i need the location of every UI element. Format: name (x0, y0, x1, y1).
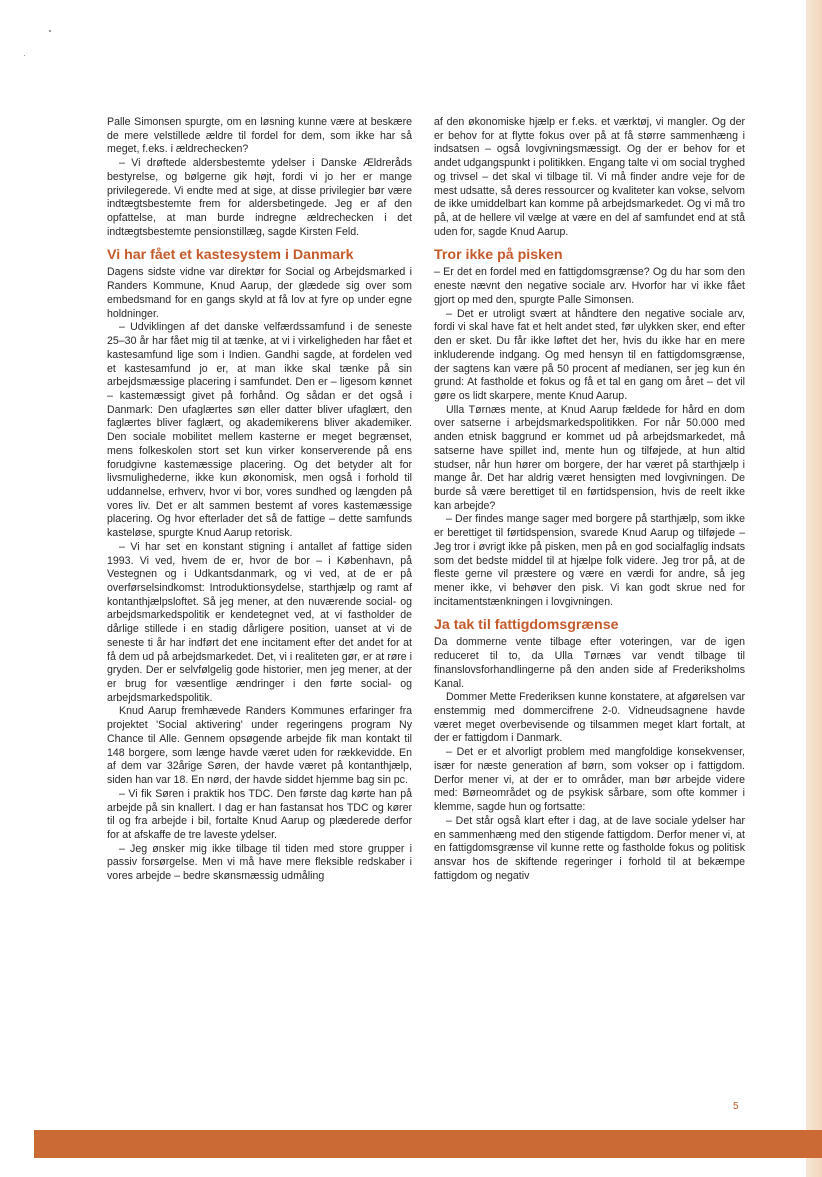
paragraph: Dommer Mette Frederiksen kunne konstatere, at afgørelsen var enstemmig med dommercifrene 2-0. Vidneudsagnene havde været meget overbevisende og tilsammen meget klart fortalt, at der er fattigdom i Danmark. (434, 691, 745, 745)
paragraph: Knud Aarup fremhævede Randers Kommunes erfaringer fra projektet 'Social aktivering' under regeringens program Ny Chance til Alle. Gennem opsøgende arbejde fik man kontakt til 148 borgere, som længe havde været uden for rækkevidde. En af dem var 32årige Søren, der havde været på kontanthjælp, siden han var 18. En nørd, der havde siddet hjemme bag sin pc. (107, 705, 412, 787)
paragraph: – Det står også klart efter i dag, at de lave sociale ydelser har en sammenhæng med den stigende fattigdom. Derfor mener vi, at en fattigdomsgrænse vil kunne rette og fastholde fokus og politisk ansvar hos de skiftende regeringer i forhold til at bekæmpe fattigdom og negativ (434, 814, 745, 882)
section-heading: Vi har fået et kastesystem i Danmark (107, 247, 354, 264)
paragraph: – Det er et alvorligt problem med mangfoldige konsekvenser, især for næste generation af børn, som vokser op i fattigdom. Derfor mener vi, at der er to områder, man bør arbejde videre med: Børneområdet og de psykisk sårbare, som ofte kommer i klemme, sagde hun og fortsatte: (434, 746, 745, 814)
paragraph: – Vi fik Søren i praktik hos TDC. Den første dag kørte han på arbejde på sin knallert. I dag er han fastansat hos TDC og kører til og fra arbejde i bil, fortalte Knud Aarup og plæderede derfor for at afskaffe de tre laveste ydelser. (107, 787, 412, 841)
page-edge-bleed (806, 0, 822, 1177)
section-heading: Ja tak til fattigdomsgrænse (434, 617, 619, 634)
paragraph: – Er det en fordel med en fattigdomsgrænse? Og du har som den eneste nævnt den negative sociale arv. Hvorfor har vi ikke fået gjort op med den, spurgte Palle Simonsen. (434, 266, 745, 306)
scan-speck (24, 55, 25, 56)
paragraph: – Jeg ønsker mig ikke tilbage til tiden med store grupper i passiv forsørgelse. Men vi må have mere fleksible redskaber i vores arbejde – bedre skønsmæssig udmåling (107, 842, 412, 883)
paragraph: – Der findes mange sager med borgere på starthjælp, som ikke er berettiget til førtidspension, svarede Knud Aarup og tilføjede – Jeg tror i øvrigt ikke på pisken, men på en god socialfaglig indsats som det bedste middel til at hjælpe folk videre. Jeg tror på, at de fleste gerne vil præstere og være en værdi for andre, så jeg mener ikke, vi behøver den pisk. Vi kan godt skrue ned for incitamentstænkningen i lovgivningen. (434, 513, 745, 608)
paragraph: Ulla Tørnæs mente, at Knud Aarup fældede for hård en dom over satserne i arbejdsmarkedspolitikken. For når 50.000 med anden etnisk baggrund er kommet ud på arbejdsmarkedet, må satserne have spillet ind, mente hun og tilføjede, at hun altid studser, når hun hører om borgere, der har været på starthjælp i mange år. Det har aldrig været hensigten med lovgivningen. De burde så være berettiget til en førtidspension, hvis de reelt ikke kan arbejde? (434, 403, 745, 512)
paragraph: – Det er utroligt svært at håndtere den negative sociale arv, fordi vi skal have fat et helt andet sted, før ulykken sker, end efter den er sket. Du får ikke løftet det her, hvis du ikke har en mere inkluderende indgang. Og med hensyn til en fattigdomsgrænse, der sagtens kan være på 50 procent af medianen, ser jeg kun én grund: At fastholde et fokus og få et tal en gang om året – det vil gøre os lidt skarpere, mente Knud Aarup. (434, 307, 745, 402)
footer-bar (34, 1130, 822, 1158)
paragraph: – Vi har set en konstant stigning i antallet af fattige siden 1993. Vi ved, hvem de er, hvor de bor – i København, på Vestegnen og i Udkantsdanmark, og vi ved, at de er på overførselsindkomst: Introduktionsydelse, starthjælp og ramt af kontanthjælpsloftet. Så jeg mener, at den nuværende social- og arbejdsmarkedspolitik er kendetegnet ved, at vi fastholder de dårlige stillede i en stadig dårligere position, uanset at vi de seneste ti år har indført det ene incitament efter det andet for at få dem ud på arbejdsmarkedet. Det, vi i realiteten gør, er at røre i gryden. Der er selvfølgelig gode historier, men jeg mener, at der er brug for væsentlige ændringer i den førte social- og arbejdsmarkedspolitik. (107, 540, 412, 704)
paragraph: Da dommerne vente tilbage efter voteringen, var de igen reduceret til to, da Ulla Tørnæs var vendt tilbage til finanslovsforhandlingerne på den anden side af Frederiksholms Kanal. (434, 636, 745, 690)
left-column (107, 116, 412, 884)
right-column (434, 116, 745, 883)
paragraph: – Vi drøftede aldersbestemte ydelser i Danske Ældreråds bestyrelse, og bølgerne gik højt, fordi vi jo her er mange privilegerede. Vi endte med at sige, at disse privilegier bør være indtægtsbestemte frem for aldersbetingede. Jeg er af den opfattelse, at man burde indregne ældrechecken i det indtægtsbestemte pensionstillæg, sagde Kirsten Feld. (107, 157, 412, 238)
section-heading: Tror ikke på pisken (434, 247, 563, 264)
paragraph: – Udviklingen af det danske velfærdssamfund i de seneste 25–30 år har fået mig til at tænke, at vi i virkeligheden har fået et kastesamfund lige som i Indien. Gandhi sagde, at fordelen ved et kastesamfund jo er, at man ikke skal tænke på sin arbejdsmæssige placering i samfundet. Den er – ligesom kønnet – kastemæssigt givet på forhånd. Og sådan er det også i Danmark: Den ufaglærtes søn eller datter bliver ufaglært, den faglærtes bliver faglært, og akademikerens bliver akademiker. Den sociale mobilitet mellem kasterne er meget begrænset, mens folkeskolen stort set kun virker konserverende på ens forudgivne kastemæssige placering. Og det betyder alt for livsmulighederne, ikke kun økonomisk, men også i forhold til uddannelse, erhverv, hvor vi bor, vores sundhed og længden på vores liv. Det er alt sammen bestemt af vores kastemæssige placering. Og hvor efterlader det så de fattige – dette samfunds kasteløse, spurgte Knud Aarup retorisk. (107, 321, 412, 540)
paragraph: af den økonomiske hjælp er f.eks. et værktøj, vi mangler. Og der er behov for at flytte fokus over på at få større sammenhæng i indsatsen – også lovgivningsmæssigt. Og der er behov for et andet udgangspunkt i politikken. Engang talte vi om social tryghed og trivsel – det skal vi tilbage til. Vi må finder andre veje for de mest udsatte, så deres ressourcer og kvaliteter kan vokse, selvom de ikke umiddelbart kan komme på arbejdsmarkedet. Og vi må tro på, at de hellere vil vælge at være en del af samfundet end at stå uden for, sagde Knud Aarup. (434, 116, 745, 238)
paragraph: Palle Simonsen spurgte, om en løsning kunne være at beskære de mere velstillede ældre til fordel for dem, som ikke har så meget, f.eks. i ældrechecken? (107, 116, 412, 156)
scan-speck (49, 30, 51, 32)
paragraph: Dagens sidste vidne var direktør for Social og Arbejdsmarked i Randers Kommune, Knud Aarup, der glædede sig over som embedsmand for en gangs skyld at få lov at fyre op under egne holdninger. (107, 266, 412, 320)
page-number: 5 (733, 1101, 739, 1112)
